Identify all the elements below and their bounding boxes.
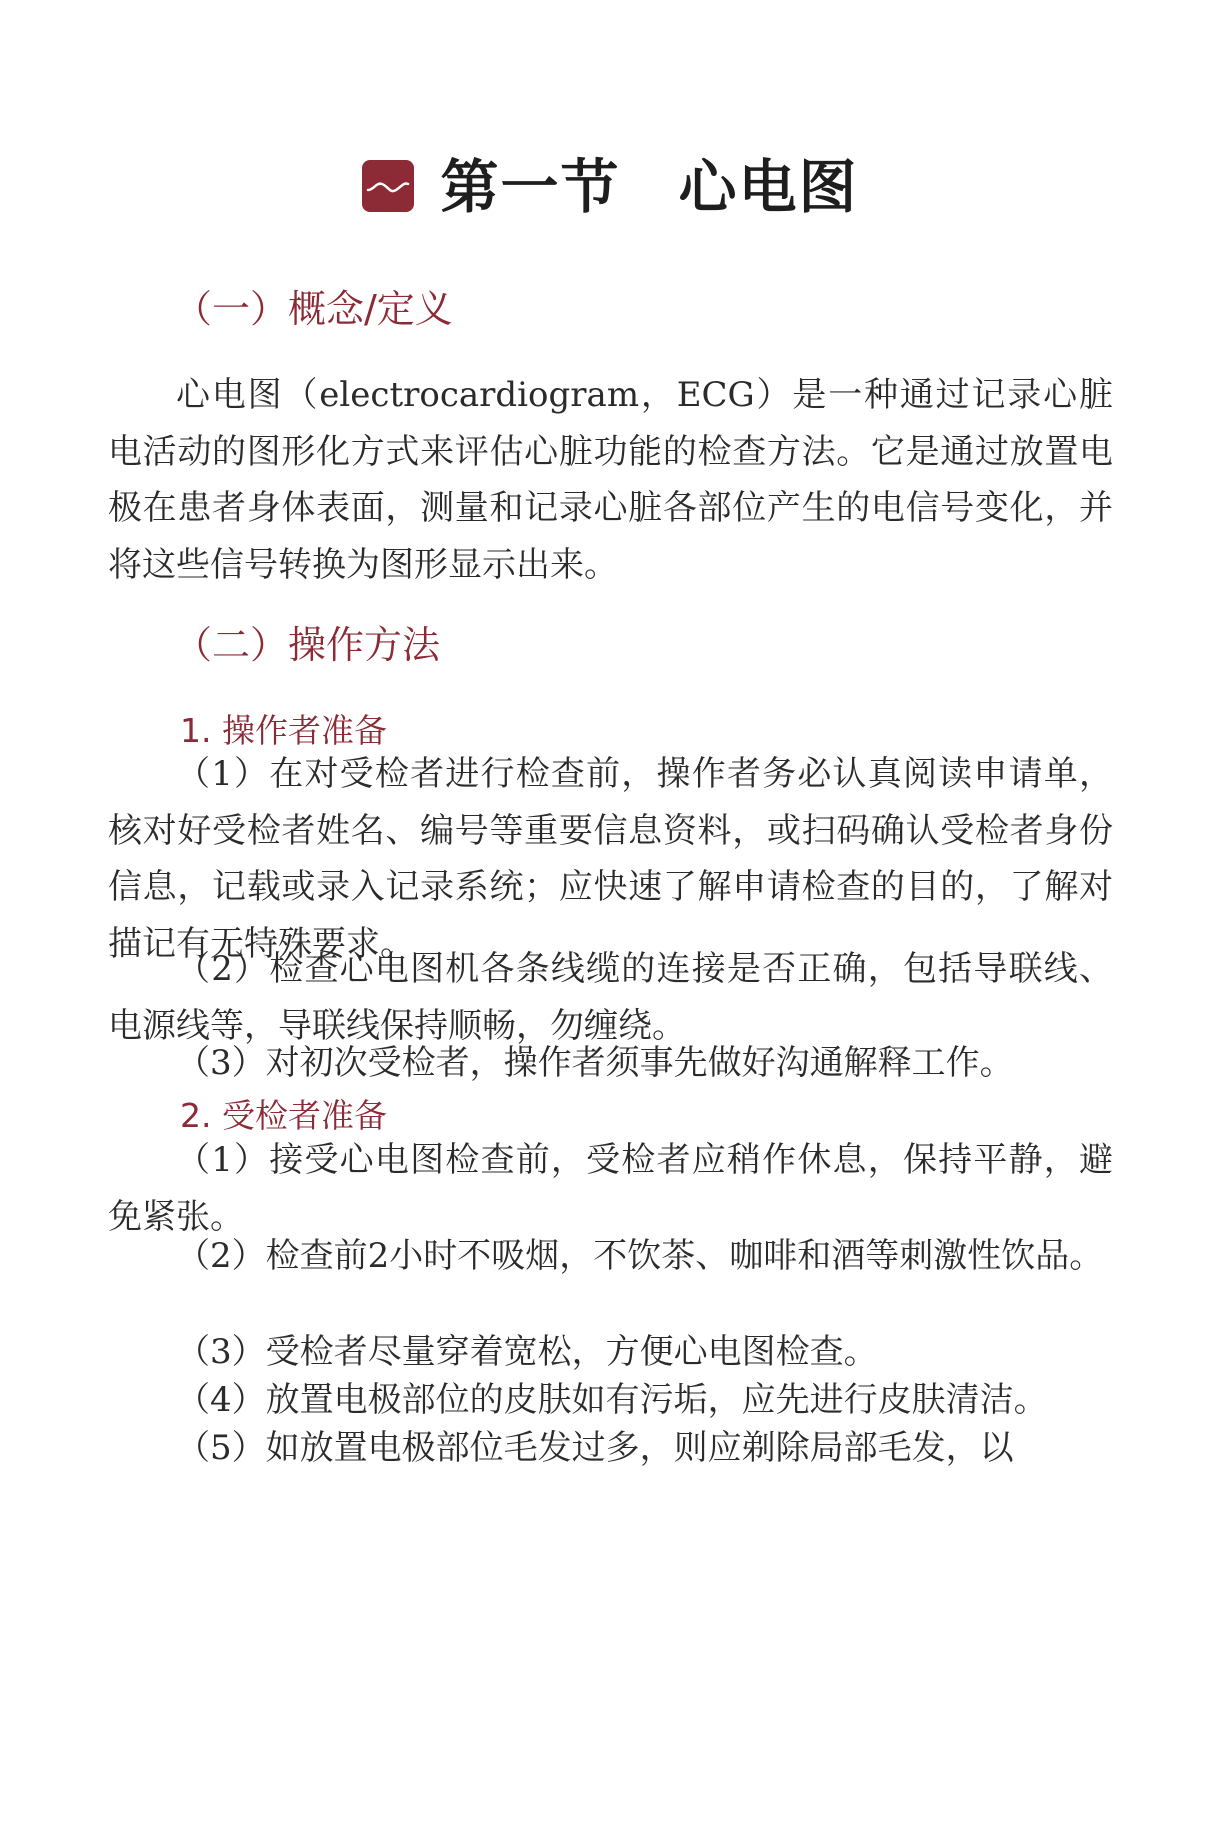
chapter-section-label: 第一节 bbox=[440, 153, 621, 221]
ecg-wave-icon bbox=[362, 160, 414, 212]
patient-item-4: （4）放置电极部位的皮肤如有污垢，应先进行皮肤清洁。 bbox=[176, 1380, 1048, 1420]
subheading-operator-prep: 1. 操作者准备 bbox=[180, 711, 387, 750]
section-heading-definition: （一）概念/定义 bbox=[174, 287, 453, 331]
patient-item-1: （1）接受心电图检查前，受检者应稍作休息，保持平静，避免紧张。 bbox=[108, 1140, 1113, 1237]
subheading-patient-prep: 2. 受检者准备 bbox=[180, 1096, 387, 1135]
chapter-title bbox=[0, 140, 1221, 224]
section-heading-method: （二）操作方法 bbox=[174, 623, 441, 667]
patient-item-2: （2）检查前2小时不吸烟，不饮茶、咖啡和酒等刺激性饮品。 bbox=[176, 1236, 1104, 1276]
chapter-topic: 心电图 bbox=[678, 153, 859, 221]
operator-item-3: （3）对初次受检者，操作者须事先做好沟通解释工作。 bbox=[176, 1043, 1014, 1083]
operator-item-2: （2）检查心电图机各条线缆的连接是否正确，包括导联线、电源线等，导联线保持顺畅，勿缠绕。 bbox=[108, 949, 1113, 1046]
operator-item-1: （1）在对受检者进行检查前，操作者务必认真阅读申请单，核对好受检者姓名、编号等重要信息资料，或扫码确认受检者身份信息，记载或录入记录系统；应快速了解申请检查的目的，了解对描记有无特殊要求。 bbox=[108, 754, 1113, 964]
patient-item-5: （5）如放置电极部位毛发过多，则应剃除局部毛发，以 bbox=[176, 1428, 1014, 1468]
definition-paragraph: 心电图（electrocardiogram，ECG）是一种通过记录心脏电活动的图形化方式来评估心脏功能的检查方法。它是通过放置电极在患者身体表面，测量和记录心脏各部位产生的电信号变化，并将这些信号转换为图形显示出来。 bbox=[108, 375, 1113, 585]
patient-item-3: （3）受检者尽量穿着宽松，方便心电图检查。 bbox=[176, 1332, 878, 1372]
